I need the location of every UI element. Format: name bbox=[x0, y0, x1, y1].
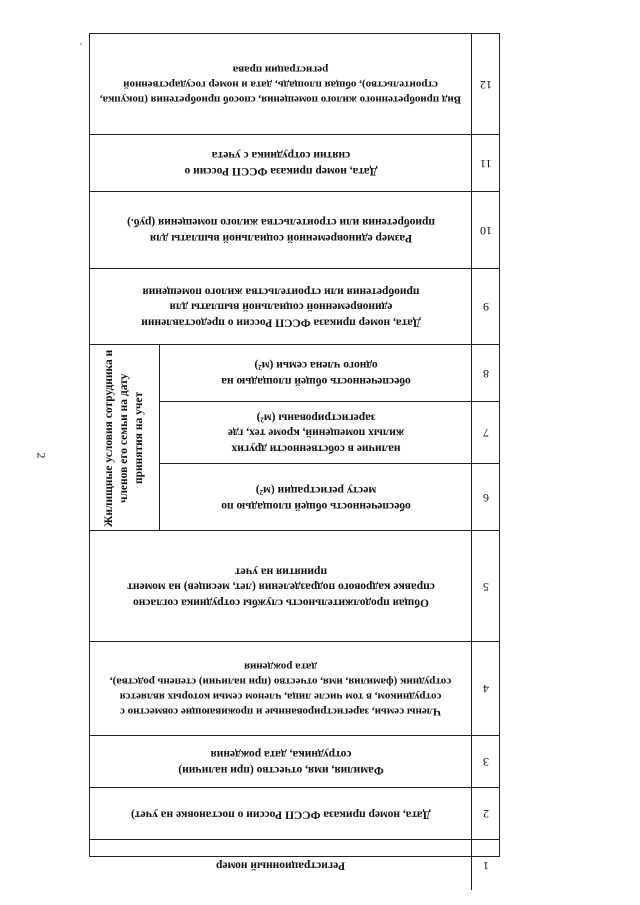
column-4-number: 4 bbox=[482, 682, 489, 696]
group-header-cell bbox=[90, 345, 160, 530]
column-number-cell bbox=[471, 840, 499, 890]
table-column-3 bbox=[90, 736, 499, 788]
column-10-header: Размер единовременной социальной выплаты для приобретения или строительства жилого помещения (руб.) bbox=[126, 217, 435, 245]
column-10-number: 10 bbox=[479, 223, 492, 238]
column-number-cell bbox=[471, 402, 499, 464]
column-2-header: Дата, номер приказа ФССП России о постановке на учет) bbox=[130, 808, 431, 821]
column-header-cell bbox=[90, 135, 471, 191]
column-header-cell bbox=[90, 642, 471, 735]
table-column-12 bbox=[90, 34, 499, 135]
scan-tick-mark: ' bbox=[80, 42, 82, 53]
column-11-number: 11 bbox=[479, 156, 492, 171]
column-3-number: 3 bbox=[482, 755, 489, 769]
page-number: 2 bbox=[34, 452, 49, 459]
registration-table bbox=[89, 33, 500, 873]
column-1-header: Регистрационный номер bbox=[215, 859, 346, 872]
column-header-cell bbox=[90, 269, 471, 344]
column-5-header: Общая продолжительность службы сотрудника согласно справке кадрового подразделения (лет, месяцев) на момент принятия на учет bbox=[126, 565, 435, 609]
column-6-header: обеспеченность общей площадью по месту регистрации (м²) bbox=[220, 484, 411, 513]
column-7-number: 7 bbox=[482, 426, 489, 440]
column-8-header: обеспеченность общей площадью на одного члена семьи (м²) bbox=[220, 360, 411, 388]
table-column-1 bbox=[90, 840, 499, 890]
table-column-2 bbox=[90, 788, 499, 840]
group-wrap bbox=[90, 345, 471, 530]
column-8-number: 8 bbox=[482, 366, 489, 381]
table-column-9 bbox=[90, 269, 499, 345]
subcolumn-8-cell bbox=[160, 345, 471, 402]
column-number-cell bbox=[471, 34, 499, 134]
table-column-5 bbox=[90, 531, 499, 642]
column-number-cell bbox=[471, 345, 499, 402]
table-column-11 bbox=[90, 135, 499, 192]
column-12-header: Вид приобретенного жилого помещения, способ приобретения (покупка, строительство), общая площадь, дата и номер государственной регистрации права bbox=[99, 63, 462, 106]
living-conditions-group bbox=[90, 345, 499, 531]
column-header-cell bbox=[90, 531, 471, 641]
column-1-number: 1 bbox=[482, 858, 489, 873]
subcolumn-7-cell bbox=[160, 402, 471, 464]
column-12-number: 12 bbox=[479, 77, 492, 92]
column-9-number: 9 bbox=[482, 300, 489, 314]
column-number-cell bbox=[471, 642, 499, 735]
column-header-cell bbox=[90, 34, 471, 134]
column-3-header: Фамилия, имя, отчество (при наличии) сотрудника, дата рождения bbox=[177, 748, 384, 777]
column-number-cell bbox=[471, 531, 499, 641]
column-header-cell bbox=[90, 840, 471, 890]
column-number-cell bbox=[471, 788, 499, 839]
column-11-header: Дата, номер приказа ФССП России о снятии сотрудника с учета bbox=[184, 150, 377, 178]
column-number-cell bbox=[471, 135, 499, 191]
column-header-cell bbox=[90, 788, 471, 839]
living-conditions-header: Жилищные условия сотрудника и членов его семьи на дату принятия на учет bbox=[103, 348, 145, 527]
column-7-header: наличие в собственности других жилых помещений, кроме тех, где зарегистрированы (м²) bbox=[227, 411, 404, 455]
column-9-header: Дата, номер приказа ФССП России о предоставлении единовременной социальной выплаты для приобретения или строительства жилого помещения bbox=[140, 285, 421, 329]
subcolumn-6-cell bbox=[160, 464, 471, 531]
table-column-4 bbox=[90, 642, 499, 736]
column-number-cell bbox=[471, 464, 499, 531]
column-2-number: 2 bbox=[482, 807, 489, 821]
column-4-header: Члены семьи, зарегистрированные и проживающие совместно с сотрудником, в том числе лица, членом семьи которых является сотрудник (фамилия, имя, отчество (при наличии) степень родства), дата рождения bbox=[109, 660, 452, 718]
column-number-cell bbox=[471, 269, 499, 344]
column-5-number: 5 bbox=[482, 579, 489, 594]
column-header-cell bbox=[90, 192, 471, 268]
column-number-cell bbox=[471, 192, 499, 268]
column-6-number: 6 bbox=[482, 491, 489, 505]
column-number-cell bbox=[471, 736, 499, 787]
column-header-cell bbox=[90, 736, 471, 787]
table-column-10 bbox=[90, 192, 499, 269]
